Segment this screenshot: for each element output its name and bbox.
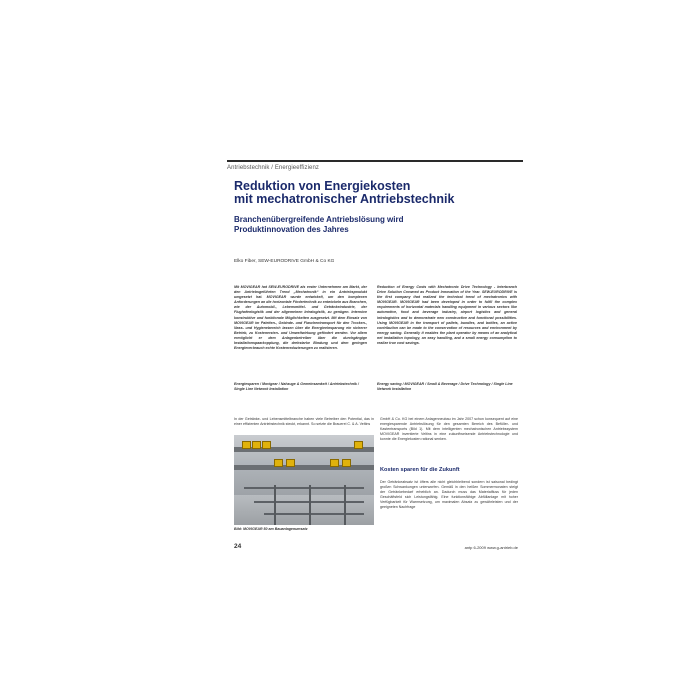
keywords-german: Energiesparen / Movigear / Nahzuge & Gemeinsamkeit / Antriebstechnik / Single Line Network Installation [234, 382, 359, 392]
article-page [227, 160, 523, 555]
photo-crate [286, 459, 295, 467]
abstract-german: Mit MOVIGEAR hat SEW-EURODRIVE als erster Unternehmen am Markt, der den Antriebsgeführten Trend „Mechatronik“ in ein Antriebsprodukt umgesetzt hat. MOVIGEAR wurde entwickelt, um den komplexen Anforderungen an die horizontale Fördertechnik zu entwickeln aus Branchen, wie der Automobil-, Lebensmittel- und Getränkeindustrie, der Flughafenlogistik und der allgemeinen Intralogistik, zu genügen. Intensive konstruktive und funktionale Möglichkeiten ausgesetzt. Mit dem Einsatz von MOVIGEAR im Paletten-, Gebinde- und Flaschentransport für den Trocken-, Nass- und Hygienebereich lassen über die Energieeinsparung ein sicherer Betrieb, zu Kostenersten- und Umweltwirkung gefördert werden. Vor allem ermöglicht er dem Anlagenbetreiber über die durchgängige Installationspaarkopplung, die drehstarke Bindung und dem geringen Energieverbrauch echte Kostenreduzierungen zu realisieren. [234, 285, 367, 351]
photo-caption: Bild: MOVIGEAR 50 am Bauanlagenumsatz [234, 527, 308, 531]
photo-crate [274, 459, 283, 467]
subtitle-line-1: Branchenübergreifende Antriebslösung wird [234, 215, 404, 224]
subtitle-line-2: Produktinnovation des Jahres [234, 224, 349, 234]
photo-post [309, 485, 311, 525]
body-text-left: In der Getränke- und Lebensmittelbranche haben viele Betreiber den Potential, das in einer effizienten Antriebstechnik steckt, erkannt. So setzte die Brauerei C. & A. Veltins [234, 417, 374, 427]
photo-crate [342, 459, 351, 467]
photo-shelf [234, 465, 374, 470]
article-subtitle [234, 215, 404, 234]
abstract-english: Reduction of Energy Costs with Mechatronic Drive Technology - Interbranch Drive Solution Crowned as Product Innovation of the Year. SEW-EURODRIVE is the first company that realized the technical trend of mechatronics with MOVIGEAR. MOVIGEAR had been developed in order to fulfil the complex requirements of horizontal materials handling equipment in various sectors like automotive, food and beverage industry, airport logistics and general intralogistics and to demonstrate new constructive and functional possibilities. Using MOVIGEAR in the transport of pallets, bundles, and bottles, an active contribution can be made to the conservation of resources and environment by energy saving. Generally it enables the plant operator by means of an analytical net installation topology, an easy handling, and a small energy consumption to realize true cost savings. [377, 285, 517, 346]
section-label: Antriebstechnik / Energieeffizienz [227, 160, 523, 171]
factory-photo [234, 435, 374, 525]
author-line: Elko Fiber, SEW-EURODRIVE GmbH & Co KG [234, 259, 335, 264]
title-line-2: mit mechatronischer Antriebstechnik [234, 192, 455, 206]
photo-crate [252, 441, 261, 449]
photo-floor [234, 495, 374, 525]
page-number: 24 [234, 543, 242, 550]
keywords-english: Energy saving / MOVIGEAR / Small & Beverage / Drive Technology / Single Line Network Installation [377, 382, 513, 392]
photo-crate [242, 441, 251, 449]
photo-crate [330, 459, 339, 467]
photo-post [274, 485, 276, 525]
photo-crate [354, 441, 363, 449]
photo-post [344, 485, 346, 525]
photo-rail [244, 487, 364, 489]
article-title [234, 180, 454, 206]
section-subheading: Kosten sparen für die Zukunft [380, 467, 460, 473]
footer-text: antp 6-2009 www.g-antrieb.de [464, 545, 518, 550]
photo-rail [264, 513, 364, 515]
body-text-right-1: GmbH & Co. KG bei einem Anlagenneubau im Jahr 2007 schon konsequent auf eine energiesparende Antriebslösung für den gesamten Bereich des Befüller- und Kastentransports (Bild 1). Mit dem intelligenten mechatronischen Antriebssystem MOVIGEAR inventierte Veltins in eine zukunftweisende Antriebstechnologie und konnte die Energiekosten rational senken. [380, 417, 518, 442]
title-line-1: Reduktion von Energiekosten [234, 179, 411, 193]
body-text-right-2: Der Getränkeabsatz ist öfters alle nicht gleichbleibend sondern ist saisonal bedingt großen Schwankungen unterworfen. Gemäß in den heißen Sommermonaten steigt der Getränkebedarf erheblich an. Dadurch muss das Materialfluss für jeden Geschäftsfeld sich Leistungsfähig. Eine funktionsfähige Abfüllanlage mit hoher Verfügbarkeit für Warmsetzung, um maximalen Absatz zu gewährleisten und der geeigneten Nachfrage [380, 480, 518, 510]
photo-crate [262, 441, 271, 449]
